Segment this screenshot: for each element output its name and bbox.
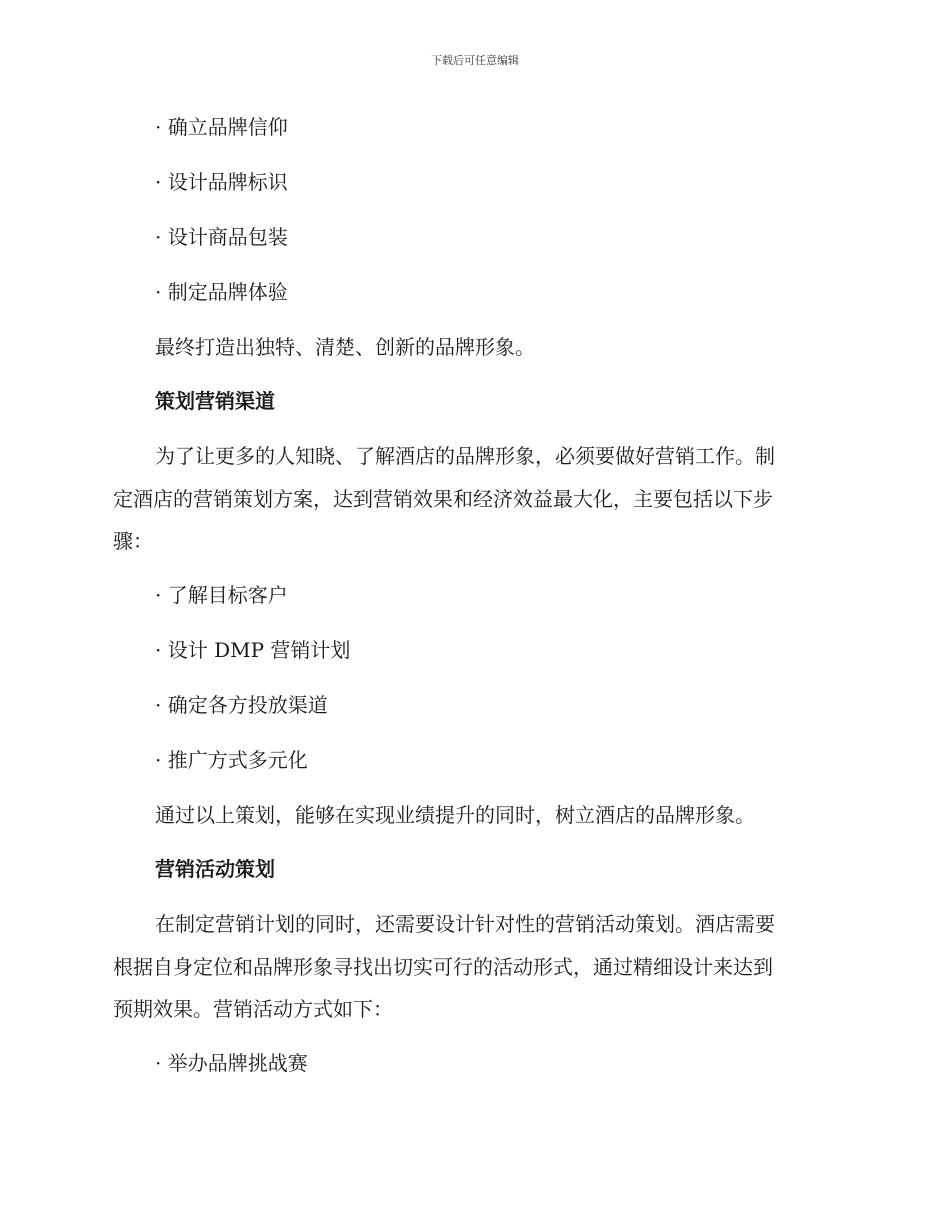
list-item: · 推广方式多元化 [155,748,308,772]
list-item: · 制定品牌体验 [155,280,288,304]
paragraph-line: 预期效果。营销活动方式如下： [113,997,393,1021]
list-item: · 设计商品包装 [155,225,288,249]
section-heading: 营销活动策划 [155,857,275,881]
list-item: · 了解目标客户 [155,583,288,607]
list-item: · 设计品牌标识 [155,170,288,194]
section-heading: 策划营销渠道 [155,389,275,413]
paragraph: 通过以上策划，能够在实现业绩提升的同时，树立酒店的品牌形象。 [155,803,755,827]
page-header: 下载后可任意编辑 [431,54,519,67]
paragraph: 最终打造出独特、清楚、创新的品牌形象。 [155,335,535,359]
list-item: · 举办品牌挑战赛 [155,1051,308,1075]
paragraph-line: 根据自身定位和品牌形象寻找出切实可行的活动形式，通过精细设计来达到 [113,955,773,979]
list-item: · 设计 DMP 营销计划 [155,638,351,662]
list-item: · 确定各方投放渠道 [155,693,328,717]
paragraph-line: 定酒店的营销策划方案，达到营销效果和经济效益最大化，主要包括以下步 [113,487,773,511]
paragraph-line: 为了让更多的人知晓、了解酒店的品牌形象，必须要做好营销工作。制 [155,444,775,468]
list-item: · 确立品牌信仰 [155,115,288,139]
paragraph-line: 骤： [113,529,153,553]
paragraph-line: 在制定营销计划的同时，还需要设计针对性的营销活动策划。酒店需要 [155,912,775,936]
